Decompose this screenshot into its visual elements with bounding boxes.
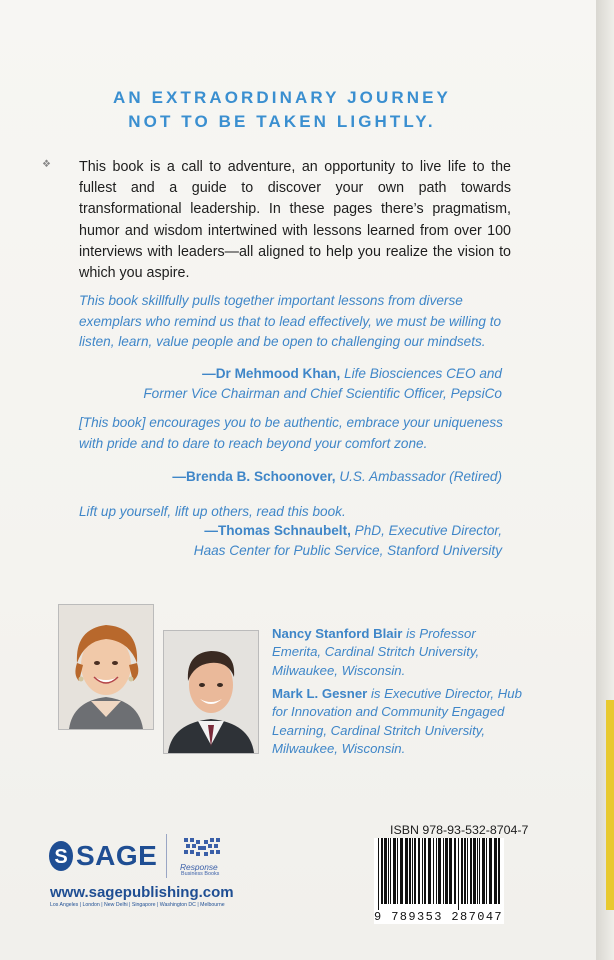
quote-1-name: —Dr Mehmood Khan, [202,366,341,381]
author-2-bio: is Executive Director, Hub for Innovation and Community Engaged Learning, Cardinal Stritch University, Milwaukee, Wisconsin. [272,686,522,757]
quote-3-attribution [194,521,502,561]
sage-s-icon [48,840,74,877]
bullet-mark: ❖ [42,159,51,170]
response-subtitle: Business Books [181,871,220,877]
barcode-bars [374,838,504,910]
quote-2-role: U.S. Ambassador (Retired) [335,469,502,484]
publisher-cities: Los Angeles | London | New Delhi | Singapore | Washington DC | Melbourne [50,902,225,908]
logo-divider [166,834,167,878]
author-photo-mark [163,630,259,754]
intro-paragraph: This book is a call to adventure, an opportunity to live life to the fullest and a guide to discover your own path towards transformational leadership. In these pages there’s pragmatism, humor and wisdom intertwined with lessons learned from over 100 interviews with leaders—all aligned to help you realize the vision to which you aspire. [79,159,511,282]
quote-1-text: This book skillfully pulls together important lessons from diverse exemplars who remind us that to lead effectively, we must be willing to listen, learn, value people and be open to challenging our mindsets. [79,293,502,349]
quote-3-text: Lift up yourself, lift up others, read this book. [79,504,346,519]
author-1-bio: is Professor Emerita, Cardinal Stritch University, Milwaukee, Wisconsin. [272,626,480,678]
author-bio-1 [272,625,522,680]
svg-text:S: S [54,846,68,868]
headline-line-2: NOT TO BE TAKEN LIGHTLY. [128,112,436,131]
sage-wordmark: SAGE [76,840,158,871]
quote-1-attribution [143,364,502,404]
author-bio-2 [272,685,522,759]
headline-line-1: AN EXTRAORDINARY JOURNEY [113,88,451,107]
quote-1-role-2: Former Vice Chairman and Chief Scientific Officer, PepsiCo [143,386,502,401]
isbn: ISBN 978-93-532-8704-7 [390,823,529,837]
author-2-name: Mark L. Gesner [272,686,368,701]
headline [82,86,482,134]
quote-2-text: [This book] encourages you to be authentic, embrace your uniqueness with pride and to dare to reach beyond your comfort zone. [79,415,503,451]
quote-3-role: PhD, Executive Director, [350,523,502,538]
author-photo-nancy [58,604,154,730]
response-wordmark: Response [180,862,218,872]
quote-2-attribution [172,467,502,487]
quote-3-role-2: Haas Center for Public Service, Stanford University [193,543,502,558]
author-1-name: Nancy Stanford Blair [272,626,403,641]
quote-2-name: —Brenda B. Schoonover, [172,469,336,484]
quote-1-role: Life Biosciences CEO and [340,366,502,381]
quote-3-name: —Thomas Schnaubelt, [204,523,351,538]
publisher-website: www.sagepublishing.com [50,884,234,901]
spine-accent [606,700,614,910]
barcode-number: 9 789353 287047 [374,910,504,924]
